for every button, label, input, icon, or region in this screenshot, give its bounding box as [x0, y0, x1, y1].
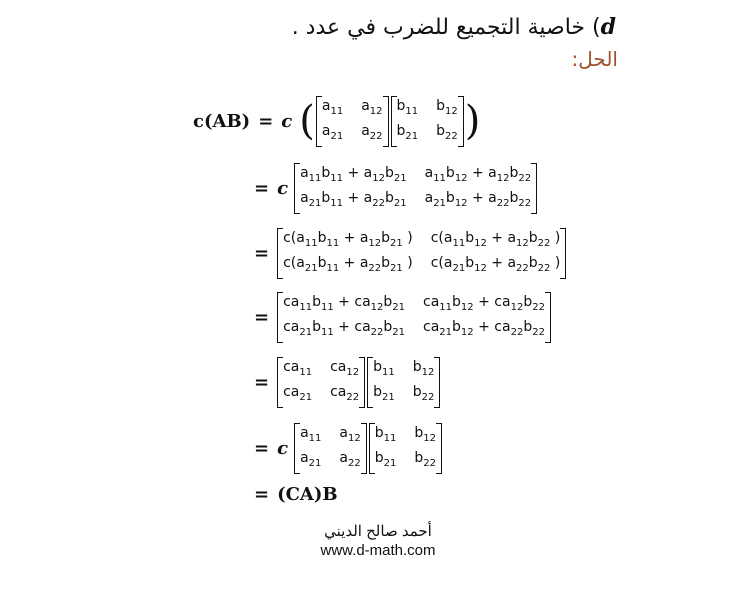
step-5	[246, 357, 440, 408]
matrix-cell: $b_{21}$	[374, 449, 397, 469]
matrix-cell: $b_{11}$	[374, 425, 397, 444]
equals-sign: =	[254, 484, 270, 505]
matrix-cell: $ca_{21}b_{12} + ca_{22}b_{22}$	[423, 318, 545, 338]
equals-sign: =	[254, 177, 270, 199]
matrix-cell: $a_{12}$	[339, 425, 361, 444]
matrix-cell: $ca_{11}$	[283, 359, 313, 378]
problem-heading: d) خاصية التجميع للضرب في عدد .	[291, 14, 616, 40]
step-lhs: c(AB)	[193, 110, 251, 132]
matrix-a	[294, 423, 367, 474]
matrix-b	[367, 357, 440, 408]
step-1	[193, 96, 481, 147]
step-6	[246, 423, 442, 474]
matrix-cell: $ca_{11}b_{11} + ca_{12}b_{21}$	[283, 294, 406, 313]
matrix-b	[369, 423, 442, 474]
step-7	[246, 484, 338, 505]
problem-text: خاصية التجميع للضرب في عدد .	[291, 15, 586, 40]
equals-sign: =	[254, 306, 270, 328]
equals-sign: =	[254, 371, 270, 393]
matrix-cell: $a_{22}$	[339, 449, 361, 469]
matrix-cell: $b_{21}$	[396, 122, 419, 142]
matrix-cell: $b_{22}$	[412, 383, 435, 403]
matrix-cell: $c(a_{11}b_{11} + a_{12}b_{21}$ )	[283, 230, 413, 249]
matrix-cell: $b_{22}$	[436, 122, 458, 142]
problem-letter: d	[600, 14, 616, 40]
scalar: c	[281, 110, 293, 132]
matrix-cell: $b_{21}$	[373, 383, 395, 403]
matrix-b	[391, 96, 464, 147]
open-paren: (	[299, 98, 315, 145]
equals-sign: =	[254, 437, 270, 459]
step-3	[246, 228, 566, 279]
author-name: أحمد صالح الديني	[324, 523, 432, 540]
final-result: (CA)B	[277, 484, 338, 505]
equals-sign: =	[258, 110, 274, 132]
scaled-product-matrix	[277, 228, 566, 279]
matrix-cell: $a_{21}b_{11} + a_{22}b_{21}$	[300, 189, 407, 209]
matrix-cell: $b_{11}$	[396, 98, 419, 117]
scalar: c	[277, 437, 289, 459]
matrix-cell: $a_{11}b_{11} + a_{12}b_{21}$	[300, 165, 407, 184]
matrix-cell: $ca_{12}$	[330, 359, 360, 378]
matrix-a	[316, 96, 389, 147]
matrix-cell: $b_{11}$	[373, 359, 395, 378]
matrix-cell: $ca_{22}$	[330, 383, 360, 403]
matrix-cell: $c(a_{21}b_{12} + a_{22}b_{22}$ )	[430, 254, 561, 274]
matrix-cell: $a_{11}$	[300, 425, 322, 444]
matrix-cell: $c(a_{21}b_{11} + a_{22}b_{21}$ )	[283, 254, 413, 274]
matrix-cell: $a_{21}$	[300, 449, 322, 469]
matrix-cell: $ca_{11}b_{12} + ca_{12}b_{22}$	[423, 294, 545, 313]
matrix-ca	[277, 357, 365, 408]
website-link[interactable]: www.d-math.com	[320, 542, 436, 559]
matrix-cell: $c(a_{11}b_{12} + a_{12}b_{22}$ )	[430, 230, 561, 249]
matrix-cell: $a_{11}b_{12} + a_{12}b_{22}$	[424, 165, 532, 184]
matrix-cell: $ca_{21}$	[283, 383, 313, 403]
solution-label: الحل:	[571, 47, 618, 71]
matrix-cell: $b_{22}$	[414, 449, 436, 469]
matrix-cell: $a_{11}$	[321, 98, 344, 117]
matrix-cell: $a_{22}$	[361, 122, 383, 142]
matrix-cell: $ca_{21}b_{11} + ca_{22}b_{21}$	[283, 318, 406, 338]
distributed-matrix	[277, 292, 551, 343]
equals-sign: =	[254, 242, 270, 264]
step-4	[246, 292, 551, 343]
product-matrix	[294, 163, 537, 214]
matrix-cell: $a_{21}$	[321, 122, 344, 142]
matrix-cell: $a_{21}b_{12} + a_{22}b_{22}$	[424, 189, 532, 209]
matrix-cell: $b_{12}$	[436, 98, 458, 117]
matrix-cell: $b_{12}$	[414, 425, 436, 444]
close-paren: )	[464, 98, 481, 145]
matrix-cell: $a_{12}$	[361, 98, 383, 117]
scalar: c	[277, 177, 289, 199]
step-2	[246, 163, 537, 214]
matrix-cell: $b_{12}$	[412, 359, 435, 378]
